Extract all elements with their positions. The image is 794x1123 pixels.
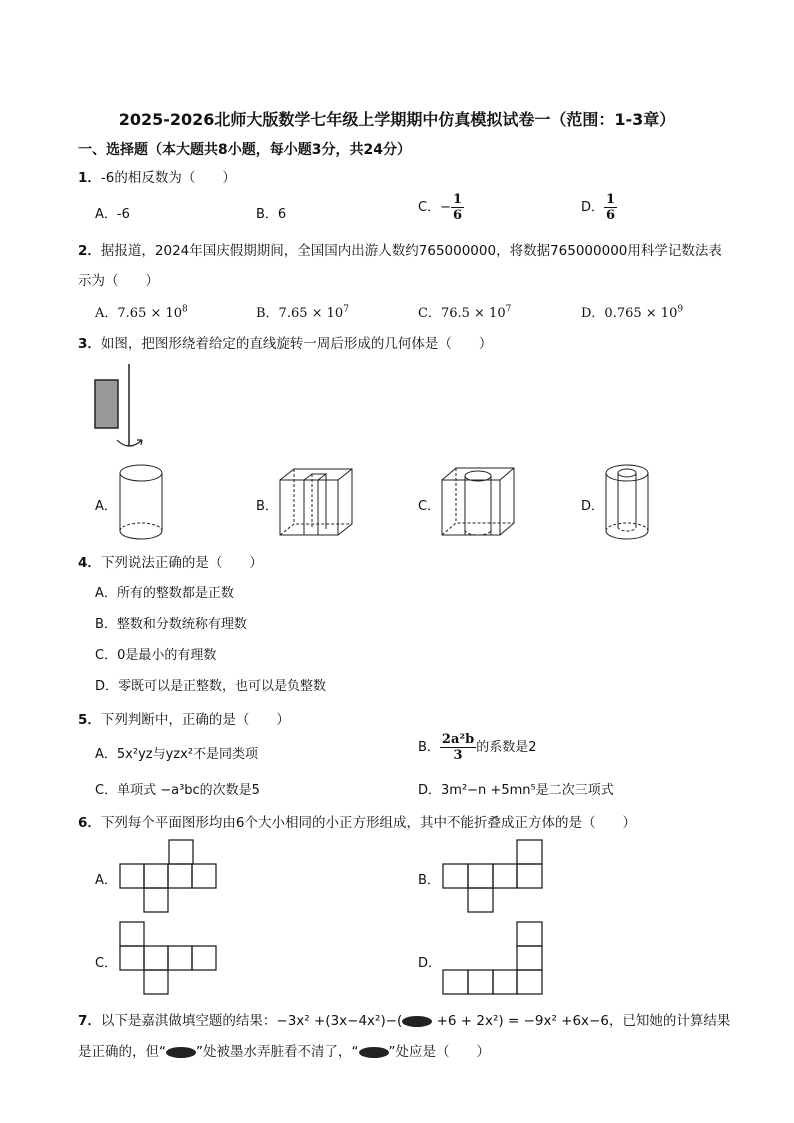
fraction: $\frac{1}{6}$ bbox=[606, 192, 616, 223]
option-c[interactable]: C．0是最小的有理数 bbox=[95, 648, 217, 663]
hollow-cylinder-solid bbox=[604, 463, 654, 543]
option-label: B． bbox=[418, 740, 440, 755]
question-stem-cont: 是正确的，但“ ”处被墨水弄脏看不清了，“ ”处应是（ ） bbox=[78, 1044, 490, 1060]
question-4 bbox=[78, 551, 263, 571]
question-6 bbox=[78, 811, 636, 831]
option-d[interactable]: D．$0.765 \times 10^9$ bbox=[581, 304, 684, 321]
option-a[interactable]: A．-6 bbox=[95, 207, 130, 222]
option-label: D． bbox=[581, 200, 605, 215]
option-c-label[interactable]: C． bbox=[418, 499, 441, 514]
question-number: 3． bbox=[78, 336, 101, 352]
net-a bbox=[120, 840, 220, 915]
rotation-figure bbox=[90, 360, 160, 460]
paper-title: 2025-2026北师大版数学七年级上学期期中仿真模拟试卷一（范围：1-3章） bbox=[118, 110, 676, 129]
option-b[interactable]: B．$7.65 \times 10^7$ bbox=[256, 304, 349, 321]
option-b[interactable]: B．6 bbox=[256, 207, 287, 222]
option-d-label[interactable]: D． bbox=[581, 499, 605, 514]
option-a-label[interactable]: A． bbox=[95, 499, 117, 514]
option-a-label[interactable]: A． bbox=[95, 873, 117, 888]
section-heading: 一、选择题（本大题共8小题，每小题3分，共24分） bbox=[78, 142, 411, 158]
question-number: 6． bbox=[78, 815, 101, 831]
question-stem: -6的相反数为（ ） bbox=[100, 170, 236, 186]
option-b-label[interactable]: B． bbox=[256, 499, 278, 514]
option-b-label[interactable]: B． bbox=[418, 873, 440, 888]
option-d[interactable]: D．3m²−n +5mn⁵是二次三项式 bbox=[418, 783, 614, 798]
question-7: 7．以下是嘉淇做填空题的结果：−3x² +(3x−4x²)−( +6 + 2x²) = −9x² +6x−6，已知她的计算结果 bbox=[78, 1013, 731, 1029]
ink-blot bbox=[166, 1047, 196, 1058]
question-number: 1． bbox=[78, 170, 101, 186]
question-2 bbox=[78, 239, 722, 259]
option-a[interactable]: A．$7.65 \times 10^8$ bbox=[95, 304, 188, 321]
cylinder-solid bbox=[118, 463, 168, 543]
option-label: C．− bbox=[418, 200, 451, 215]
option-b[interactable]: B．整数和分数统称有理数 bbox=[95, 617, 247, 632]
cube-with-cylinder-hole bbox=[440, 466, 520, 538]
question-stem: 如图，把图形绕着给定的直线旋转一周后形成的几何体是（ ） bbox=[100, 336, 493, 352]
ink-blot bbox=[359, 1047, 389, 1058]
fraction: $\frac{\text{2a²b}}{3}$ bbox=[441, 732, 475, 763]
option-d-label[interactable]: D． bbox=[418, 956, 442, 971]
shaded-rectangle bbox=[95, 380, 118, 428]
option-a[interactable]: A．5x²yz与yzx²不是同类项 bbox=[95, 747, 259, 762]
question-number: 5． bbox=[78, 712, 101, 728]
question-stem: 据报道，2024年国庆假期期间，全国国内出游人数约765000000，将数据765000000用科学记数法表 bbox=[100, 243, 722, 259]
cube-with-prism-hole bbox=[278, 468, 358, 538]
question-3 bbox=[78, 332, 492, 352]
question-stem: 以下是嘉淇做填空题的结果：−3x² +(3x−4x²)−( bbox=[100, 1013, 403, 1029]
question-stem: 下列说法正确的是（ ） bbox=[100, 555, 263, 571]
question-stem: 下列判断中，正确的是（ ） bbox=[100, 712, 290, 728]
question-number: 4． bbox=[78, 555, 101, 571]
option-c[interactable]: C．$76.5 \times 10^7$ bbox=[418, 304, 512, 321]
question-1 bbox=[78, 166, 236, 186]
ink-blot bbox=[402, 1016, 432, 1027]
net-d bbox=[443, 922, 548, 997]
option-a[interactable]: A．所有的整数都是正数 bbox=[95, 586, 234, 601]
fraction: $\frac{1}{6}$ bbox=[452, 192, 463, 223]
option-d[interactable] bbox=[581, 193, 617, 222]
question-number: 7． bbox=[78, 1013, 101, 1029]
net-c bbox=[120, 922, 220, 997]
net-b bbox=[443, 840, 548, 915]
option-c-label[interactable]: C． bbox=[95, 956, 118, 971]
question-stem-cont: 示为（ ） bbox=[78, 273, 159, 289]
option-c[interactable]: C．单项式 −a³bc的次数是5 bbox=[95, 783, 260, 798]
option-b[interactable]: B． $\frac{\text{2a²b}}{3}$ 的系数是2 bbox=[418, 732, 537, 763]
option-d[interactable]: D．零既可以是正整数，也可以是负整数 bbox=[95, 679, 327, 694]
option-c[interactable] bbox=[418, 193, 464, 222]
question-number: 2． bbox=[78, 243, 101, 259]
question-5 bbox=[78, 708, 290, 728]
question-stem: 下列每个平面图形均由6个大小相同的小正方形组成，其中不能折叠成正方体的是（ ） bbox=[100, 815, 636, 831]
